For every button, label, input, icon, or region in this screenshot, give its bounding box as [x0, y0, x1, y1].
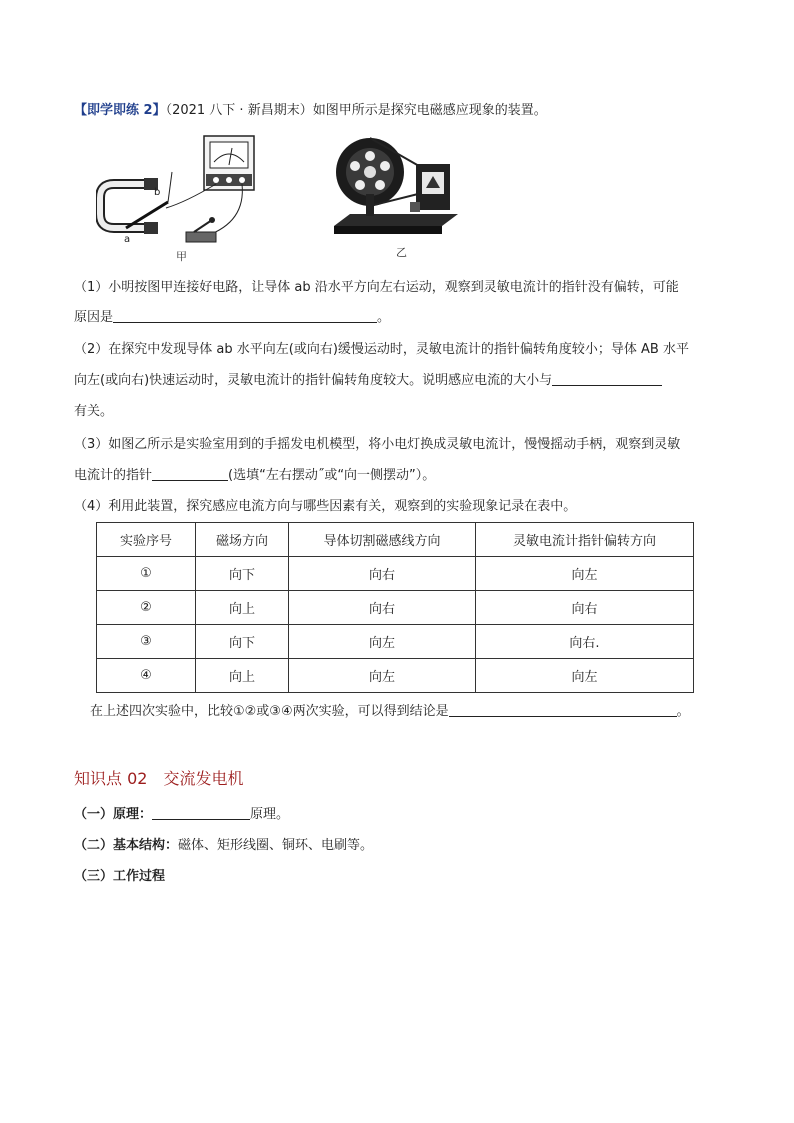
table-cell: ④: [97, 659, 196, 693]
table-cell: 向下: [196, 557, 289, 591]
table-header: 磁场方向: [196, 523, 289, 557]
q3-suffix: (选填“左右摆动˝或“向一侧摆动”）。: [228, 468, 436, 483]
section-title: 知识点 02 交流发电机: [74, 769, 244, 788]
knowledge-item-1: [74, 805, 724, 825]
figure-jia-caption: 甲: [176, 250, 187, 263]
q4-line1: （4）利用此装置，探究感应电流方向与哪些因素有关，观察到的实验现象记录在表中。: [74, 499, 577, 514]
table-cell: ①: [97, 557, 196, 591]
table-row: [97, 591, 694, 625]
q3-prefix: 电流计的指针: [74, 468, 153, 483]
q3-line2: [74, 466, 724, 486]
table-cell: 向右.: [476, 625, 694, 659]
table-cell: 向左: [289, 659, 476, 693]
table-cell: 向右: [289, 557, 476, 591]
exercise-intro: （2021 八下 · 新昌期末）如图甲所示是探究电磁感应现象的装置。: [165, 103, 547, 118]
table-header: 灵敏电流计指针偏转方向: [476, 523, 694, 557]
q2-prefix: 向左(或向右)快速运动时，灵敏电流计的指针偏转角度较大。说明感应电流的大小与: [74, 373, 553, 388]
q2-answer-blank[interactable]: [552, 371, 662, 386]
table-cell: ③: [97, 625, 196, 659]
figure-yi: [330, 134, 462, 244]
table-cell: 向上: [196, 591, 289, 625]
table-row: [97, 659, 694, 693]
q3-line1: （3）如图乙所示是实验室用到的手摇发电机模型，将小电灯换成灵敏电流计，慢慢摇动手柄，观察到灵敏: [74, 437, 681, 452]
figure-yi-caption: 乙: [396, 246, 407, 259]
q2-line2: [74, 371, 724, 391]
q1-suffix: 。: [377, 310, 391, 325]
fig-label-a: a: [124, 234, 131, 245]
table-row: [97, 557, 694, 591]
knowledge-item-2: [74, 836, 724, 856]
exercise-tag: 【即学即练 2】: [74, 103, 166, 118]
knowledge-item-1-suffix: 原理。: [250, 807, 290, 822]
q4-conclusion-suffix: 。: [676, 704, 690, 719]
q2-line3: 有关。: [74, 404, 114, 419]
q1-line2: [74, 308, 724, 328]
knowledge-item-2-label: （二）基本结构：: [74, 838, 179, 853]
knowledge-item-1-label: （一）原理：: [74, 807, 153, 822]
table-cell: 向下: [196, 625, 289, 659]
principle-answer-blank[interactable]: [152, 805, 250, 820]
knowledge-item-3: （三）工作过程: [74, 869, 166, 884]
q4-conclusion-prefix: 在上述四次实验中，比较①②或③④两次实验，可以得到结论是: [90, 704, 449, 719]
table-cell: ②: [97, 591, 196, 625]
table-row: [97, 625, 694, 659]
knowledge-item-2-text: 磁体、矩形线圈、铜环、电刷等。: [178, 838, 374, 853]
fig-label-b: b: [154, 187, 161, 198]
exercise-heading: [74, 101, 724, 121]
q1-answer-blank[interactable]: [113, 308, 377, 323]
q4-answer-blank[interactable]: [449, 702, 677, 717]
table-cell: 向左: [476, 659, 694, 693]
table-cell: 向左: [289, 625, 476, 659]
q1-prefix: 原因是: [74, 310, 114, 325]
table-header: 实验序号: [97, 523, 196, 557]
table-cell: 向右: [476, 591, 694, 625]
q3-answer-blank[interactable]: [152, 466, 228, 481]
q4-conclusion: [90, 702, 740, 722]
q2-line1: （2）在探究中发现导体 ab 水平向左(或向右)缓慢运动时，灵敏电流计的指针偏转角度较小；导体 AB 水平: [74, 342, 689, 357]
table-header-row: [97, 523, 694, 557]
table-cell: 向左: [476, 557, 694, 591]
table-cell: 向上: [196, 659, 289, 693]
experiment-table: [96, 522, 694, 693]
table-header: 导体切割磁感线方向: [289, 523, 476, 557]
figure-jia: [96, 132, 256, 260]
table-cell: 向右: [289, 591, 476, 625]
q1-line1: （1）小明按图甲连接好电路，让导体 ab 沿水平方向左右运动，观察到灵敏电流计的指针没有偏转，可能: [74, 280, 679, 295]
